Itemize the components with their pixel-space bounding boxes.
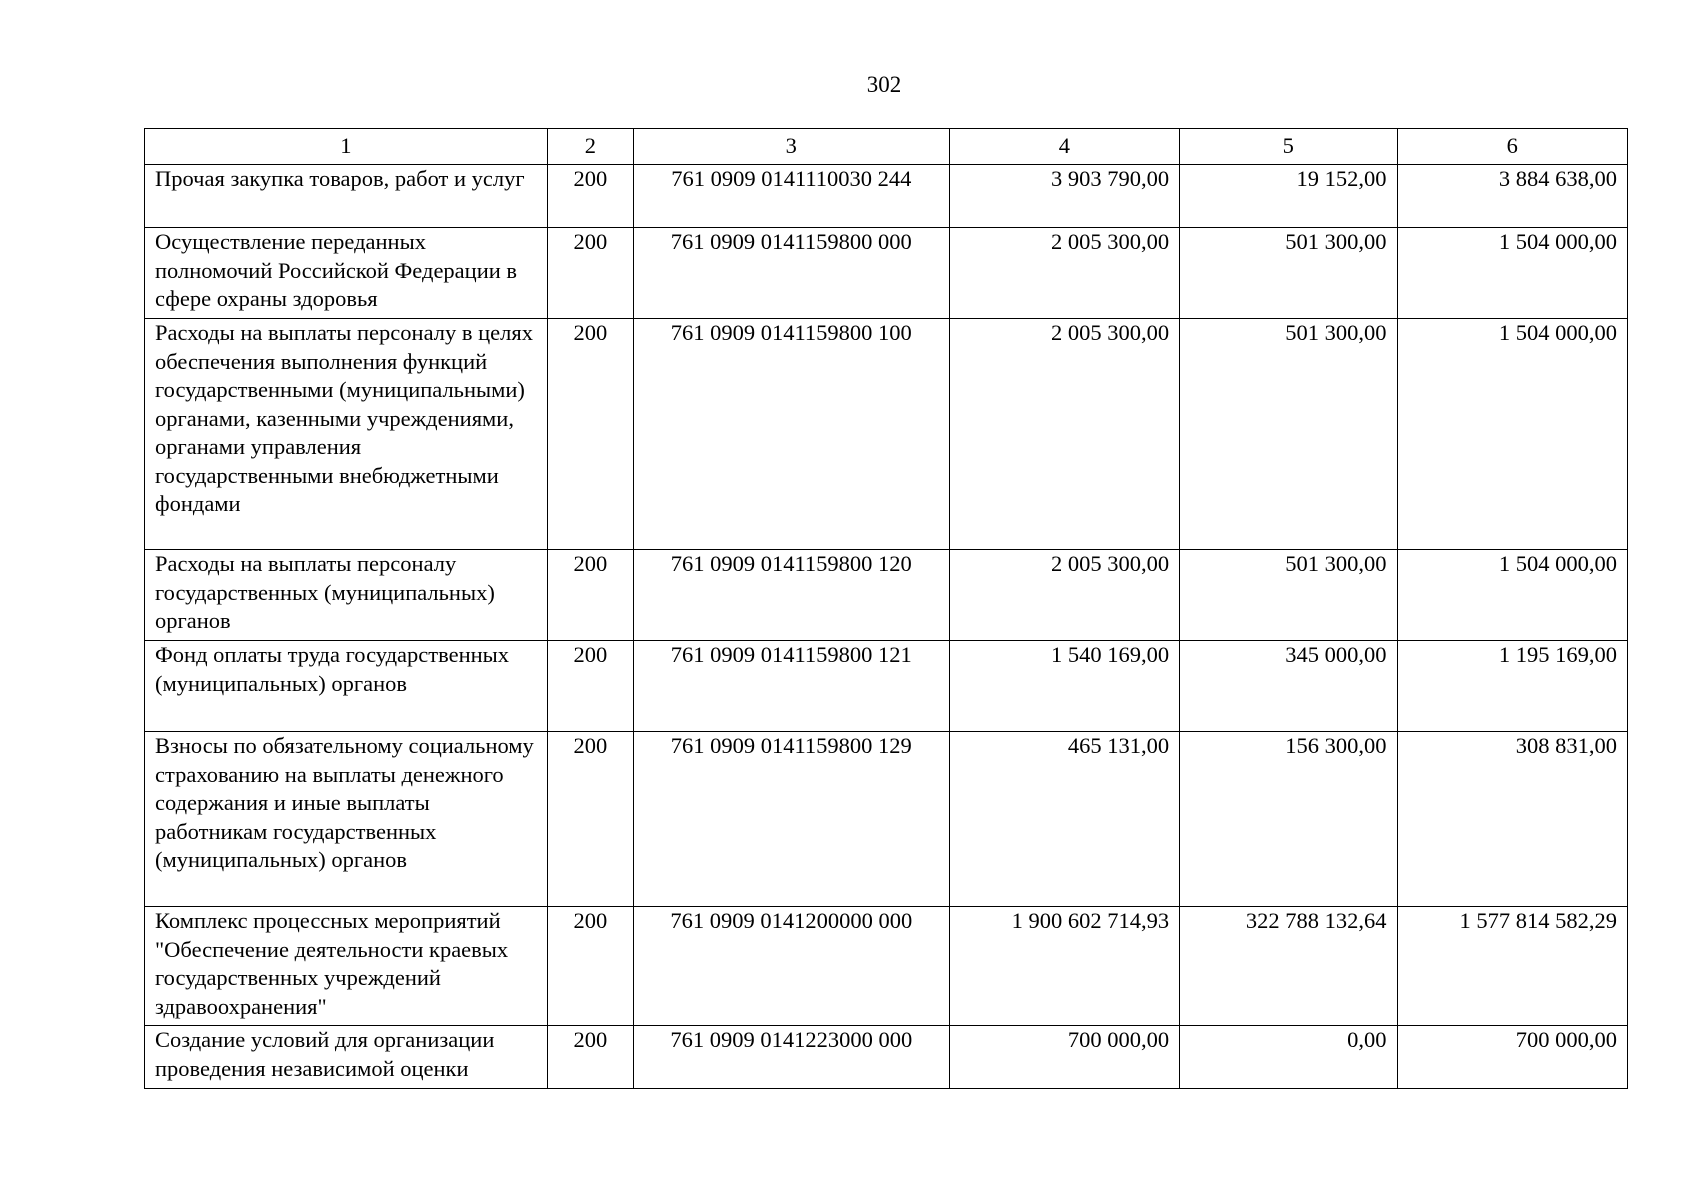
row-executed: 19 152,00 xyxy=(1180,165,1397,228)
row-approved: 1 900 602 714,93 xyxy=(949,907,1179,1026)
row-budget-code: 761 0909 0141200000 000 xyxy=(633,907,949,1026)
table-row xyxy=(145,641,1628,732)
row-unexecuted: 700 000,00 xyxy=(1397,1026,1628,1089)
row-approved: 465 131,00 xyxy=(949,732,1179,907)
column-header: 2 xyxy=(547,129,633,165)
row-line-code: 200 xyxy=(547,1026,633,1089)
budget-execution-table xyxy=(144,128,1628,1089)
table-row xyxy=(145,732,1628,907)
row-line-code: 200 xyxy=(547,228,633,319)
table-row xyxy=(145,319,1628,550)
row-unexecuted: 1 504 000,00 xyxy=(1397,228,1628,319)
row-name: Осуществление переданных полномочий Российской Федерации в сфере охраны здоровья xyxy=(145,228,548,319)
column-header: 3 xyxy=(633,129,949,165)
row-executed: 501 300,00 xyxy=(1180,550,1397,641)
row-executed: 156 300,00 xyxy=(1180,732,1397,907)
table-row xyxy=(145,165,1628,228)
row-unexecuted: 308 831,00 xyxy=(1397,732,1628,907)
column-header: 6 xyxy=(1397,129,1628,165)
row-approved: 2 005 300,00 xyxy=(949,319,1179,550)
row-budget-code: 761 0909 0141159800 129 xyxy=(633,732,949,907)
row-line-code: 200 xyxy=(547,550,633,641)
table-row xyxy=(145,228,1628,319)
table-row xyxy=(145,1026,1628,1089)
row-approved: 3 903 790,00 xyxy=(949,165,1179,228)
row-budget-code: 761 0909 0141159800 120 xyxy=(633,550,949,641)
row-line-code: 200 xyxy=(547,165,633,228)
row-approved: 2 005 300,00 xyxy=(949,228,1179,319)
row-name: Прочая закупка товаров, работ и услуг xyxy=(145,165,548,228)
row-executed: 501 300,00 xyxy=(1180,228,1397,319)
row-name: Взносы по обязательному социальному страхованию на выплаты денежного содержания и иные выплаты работникам государственных (муниципальных) органов xyxy=(145,732,548,907)
row-line-code: 200 xyxy=(547,641,633,732)
row-name: Фонд оплаты труда государственных (муниципальных) органов xyxy=(145,641,548,732)
row-unexecuted: 1 504 000,00 xyxy=(1397,319,1628,550)
row-budget-code: 761 0909 0141110030 244 xyxy=(633,165,949,228)
column-number-row xyxy=(145,129,1628,165)
row-budget-code: 761 0909 0141159800 000 xyxy=(633,228,949,319)
row-approved: 2 005 300,00 xyxy=(949,550,1179,641)
row-approved: 700 000,00 xyxy=(949,1026,1179,1089)
row-line-code: 200 xyxy=(547,907,633,1026)
row-name: Расходы на выплаты персоналу в целях обеспечения выполнения функций государственными (муниципальными) органами, казенными учреждениями, органами управления государственными внебюджетными фондами xyxy=(145,319,548,550)
column-header: 5 xyxy=(1180,129,1397,165)
row-executed: 345 000,00 xyxy=(1180,641,1397,732)
row-name: Расходы на выплаты персоналу государственных (муниципальных) органов xyxy=(145,550,548,641)
row-name: Создание условий для организации проведения независимой оценки xyxy=(145,1026,548,1089)
row-unexecuted: 3 884 638,00 xyxy=(1397,165,1628,228)
table-row xyxy=(145,550,1628,641)
page-number: 302 xyxy=(866,72,902,97)
table-row xyxy=(145,907,1628,1026)
row-budget-code: 761 0909 0141159800 100 xyxy=(633,319,949,550)
row-unexecuted: 1 577 814 582,29 xyxy=(1397,907,1628,1026)
column-header: 1 xyxy=(145,129,548,165)
row-name: Комплекс процессных мероприятий "Обеспечение деятельности краевых государственных учреждений здравоохранения" xyxy=(145,907,548,1026)
row-executed: 322 788 132,64 xyxy=(1180,907,1397,1026)
row-executed: 501 300,00 xyxy=(1180,319,1397,550)
row-line-code: 200 xyxy=(547,732,633,907)
row-budget-code: 761 0909 0141159800 121 xyxy=(633,641,949,732)
row-unexecuted: 1 504 000,00 xyxy=(1397,550,1628,641)
row-executed: 0,00 xyxy=(1180,1026,1397,1089)
row-line-code: 200 xyxy=(547,319,633,550)
column-header: 4 xyxy=(949,129,1179,165)
row-budget-code: 761 0909 0141223000 000 xyxy=(633,1026,949,1089)
row-unexecuted: 1 195 169,00 xyxy=(1397,641,1628,732)
row-approved: 1 540 169,00 xyxy=(949,641,1179,732)
